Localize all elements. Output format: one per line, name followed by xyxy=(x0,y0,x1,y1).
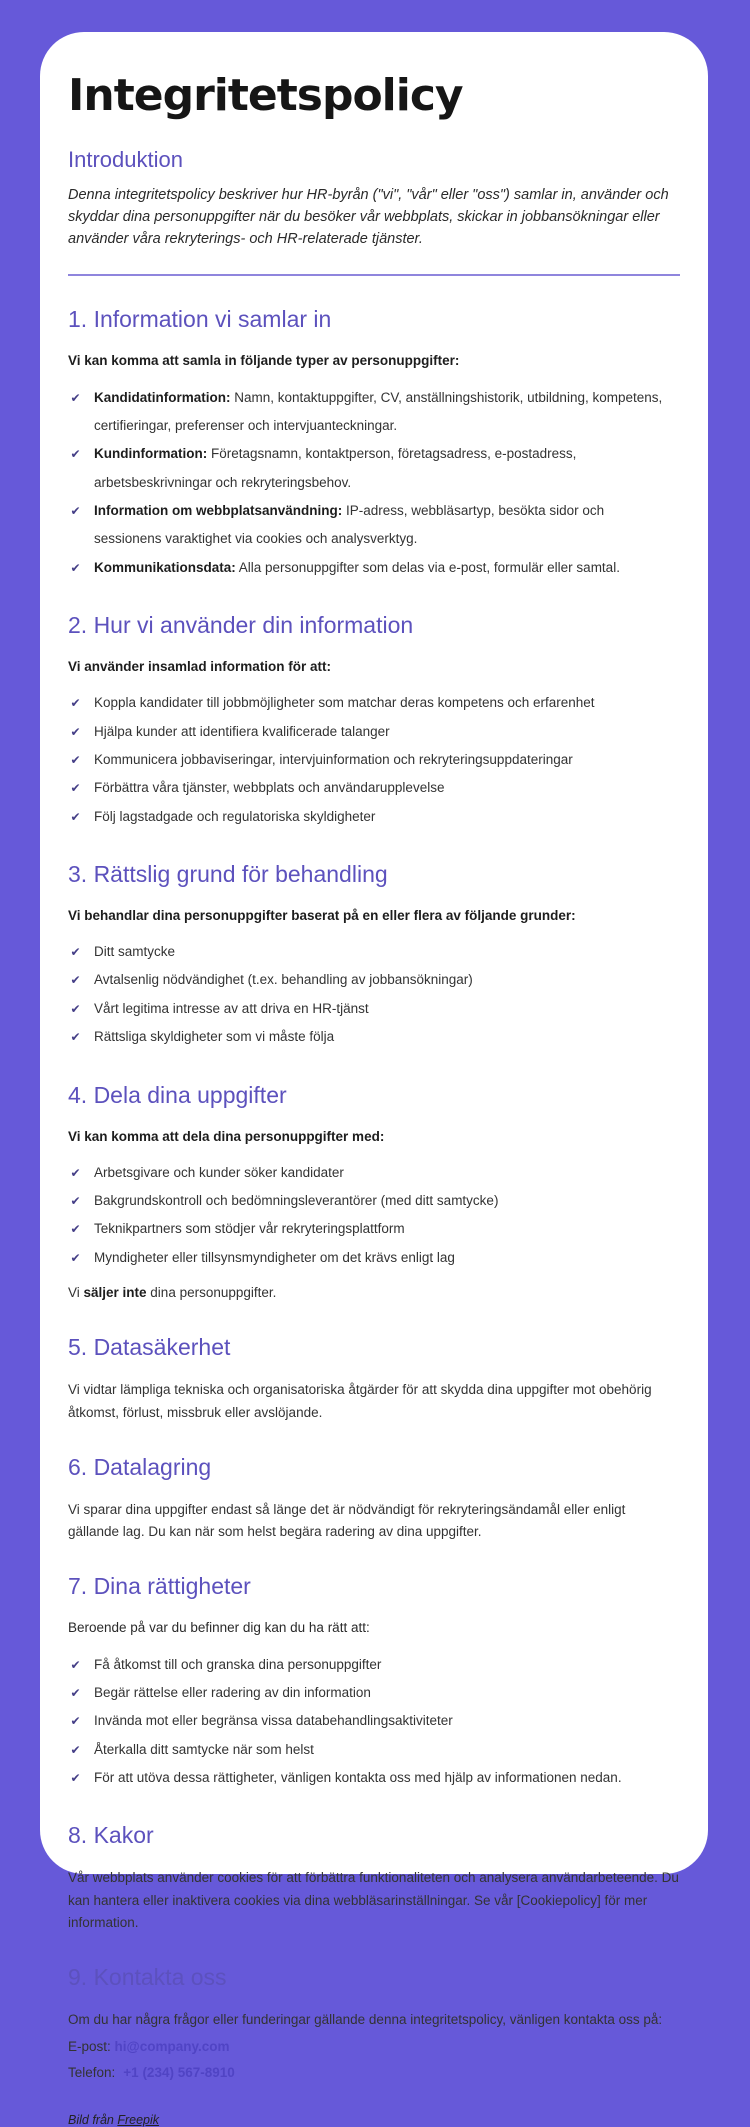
section-paragraph: Vi sparar dina uppgifter endast så länge det är nödvändigt för rekryteringsändamål eller enligt gällande lag. Du kan när som helst begära radering av dina uppgifter. xyxy=(68,1501,626,1540)
policy-section xyxy=(68,1573,680,1792)
list-item-text: Arbetsgivare och kunder söker kandidater xyxy=(94,1164,344,1180)
check-icon: ✔ xyxy=(70,1250,81,1265)
list-item-text: Förbättra våra tjänster, webbplats och användarupplevelse xyxy=(94,780,445,796)
list-item xyxy=(68,746,664,774)
list-item xyxy=(68,774,664,802)
check-icon: ✔ xyxy=(70,1222,81,1237)
divider xyxy=(68,274,680,276)
list-item xyxy=(68,1736,664,1764)
list-item-text: Ditt samtycke xyxy=(94,944,176,960)
check-icon: ✔ xyxy=(70,503,81,518)
phone-link[interactable]: +1 (234) 567-8910 xyxy=(123,2065,235,2081)
policy-section xyxy=(68,1822,680,1934)
list-item xyxy=(68,554,664,582)
section-heading: 6. Datalagring xyxy=(68,1453,212,1480)
policy-section xyxy=(68,861,680,1052)
list-item-text: Avtalsenlig nödvändighet (t.ex. behandling av jobbansökningar) xyxy=(94,972,473,988)
check-icon: ✔ xyxy=(70,390,81,405)
list-item xyxy=(68,1159,664,1187)
contact-email-line xyxy=(68,2037,680,2057)
list-item-text: Begär rättelse eller radering av din information xyxy=(94,1685,371,1701)
check-icon: ✔ xyxy=(70,1001,81,1016)
list-item xyxy=(68,995,664,1023)
credit-text: Bild från xyxy=(68,2112,118,2127)
check-icon: ✔ xyxy=(70,1194,81,1209)
section-lead: Vi kan komma att dela dina personuppgifter med: xyxy=(68,1128,385,1144)
check-icon: ✔ xyxy=(70,1657,81,1672)
list-item-text: Invända mot eller begränsa vissa databehandlingsaktiviteter xyxy=(94,1713,453,1729)
intro-heading: Introduktion xyxy=(68,147,183,172)
policy-section xyxy=(68,306,680,582)
section-heading: 5. Datasäkerhet xyxy=(68,1334,231,1361)
list-item xyxy=(68,1651,664,1679)
list-item-text: Teknikpartners som stödjer vår rekryteringsplattform xyxy=(94,1221,405,1237)
list-item xyxy=(68,938,664,966)
check-icon: ✔ xyxy=(70,696,81,711)
list-item xyxy=(68,1023,664,1051)
list-item xyxy=(68,1244,664,1272)
list-item-text: Få åtkomst till och granska dina personuppgifter xyxy=(94,1656,382,1672)
check-icon: ✔ xyxy=(70,1742,81,1757)
policy-card xyxy=(40,32,708,2127)
section-heading: 9. Kontakta oss xyxy=(68,1964,227,1991)
list-item xyxy=(68,1679,664,1707)
list-item xyxy=(68,718,664,746)
section-lead: Beroende på var du befinner dig kan du ha rätt att: xyxy=(68,1620,370,1636)
checklist xyxy=(68,384,680,582)
list-item xyxy=(68,1707,664,1735)
section-heading: 1. Information vi samlar in xyxy=(68,306,332,333)
list-item xyxy=(68,966,664,994)
page-title: Integritetspolicy xyxy=(68,70,463,121)
policy-section xyxy=(68,1964,680,2082)
checklist xyxy=(68,1651,680,1793)
section-paragraph: Om du har några frågor eller funderingar gällande denna integritetspolicy, vänligen kontakta oss på: xyxy=(68,2012,663,2028)
list-item-text: Kommunicera jobbaviseringar, intervjuinformation och rekryteringsuppdateringar xyxy=(94,751,573,767)
list-item-text: Hjälpa kunder att identifiera kvalificerade talanger xyxy=(94,723,390,739)
check-icon: ✔ xyxy=(70,1714,81,1729)
check-icon: ✔ xyxy=(70,945,81,960)
policy-section xyxy=(68,1082,680,1305)
section-heading: 7. Dina rättigheter xyxy=(68,1573,251,1600)
checklist xyxy=(68,689,680,831)
check-icon: ✔ xyxy=(70,1771,81,1786)
check-icon: ✔ xyxy=(70,973,81,988)
section-note: Vi säljer inte dina personuppgifter. xyxy=(68,1285,277,1301)
sections-container xyxy=(68,306,680,2082)
section-lead: Vi behandlar dina personuppgifter baserat på en eller flera av följande grunder: xyxy=(68,907,576,923)
policy-section xyxy=(68,612,680,831)
check-icon: ✔ xyxy=(70,1686,81,1701)
section-heading: 2. Hur vi använder din information xyxy=(68,611,414,638)
check-icon: ✔ xyxy=(70,724,81,739)
check-icon: ✔ xyxy=(70,752,81,767)
section-lead: Vi kan komma att samla in följande typer av personuppgifter: xyxy=(68,353,460,369)
freepik-link[interactable]: Freepik xyxy=(117,2112,160,2127)
intro-text: Denna integritetspolicy beskriver hur HR-byrån ("vi", "vår" eller "oss") samlar in, använder och skyddar dina personuppgifter när du besöker vår webbplats, skickar in jobbansökningar eller använder våra rekryterings- och HR-relaterade tjänster. xyxy=(68,187,669,247)
list-item xyxy=(68,689,664,717)
checklist xyxy=(68,938,680,1051)
list-item xyxy=(68,1764,664,1792)
list-item-text: Rättsliga skyldigheter som vi måste följa xyxy=(94,1029,335,1045)
section-heading: 4. Dela dina uppgifter xyxy=(68,1081,287,1108)
check-icon: ✔ xyxy=(70,560,81,575)
section-paragraph: Vi vidtar lämpliga tekniska och organisatoriska åtgärder för att skydda dina uppgifter mot obehörig åtkomst, förlust, missbruk eller avslöjande. xyxy=(68,1382,652,1420)
list-item-text: Myndigheter eller tillsynsmyndigheter om det krävs enligt lag xyxy=(94,1249,455,1265)
list-item-text: Vårt legitima intresse av att driva en HR-tjänst xyxy=(94,1000,369,1016)
list-item-text: Kommunikationsdata: Alla personuppgifter som delas via e-post, formulär eller samtal. xyxy=(94,559,620,575)
policy-section xyxy=(68,1454,680,1544)
email-label: E-post: xyxy=(68,2039,111,2055)
section-heading: 8. Kakor xyxy=(68,1822,154,1849)
contact-block xyxy=(68,2037,680,2082)
list-item-text: Koppla kandidater till jobbmöjligheter som matchar deras kompetens och erfarenhet xyxy=(94,695,595,711)
policy-section xyxy=(68,1334,680,1424)
email-link[interactable]: hi@company.com xyxy=(114,2039,230,2055)
list-item xyxy=(68,803,664,831)
list-item-text: Återkalla ditt samtycke när som helst xyxy=(94,1741,314,1757)
check-icon: ✔ xyxy=(70,781,81,796)
list-item xyxy=(68,1215,664,1243)
section-paragraph: Vår webbplats använder cookies för att förbättra funktionaliteten och analysera användarbeteende. Du kan hantera eller inaktivera cookies via dina webbläsarinställningar. Se vår [Cookiepolicy] för mer information. xyxy=(68,1870,679,1930)
image-credit xyxy=(68,2113,680,2127)
list-item-text: Kundinformation: Företagsnamn, kontaktperson, företagsadress, e-postadress, arbetsbeskrivningar och rekryteringsbehov. xyxy=(94,446,577,490)
list-item xyxy=(68,497,664,554)
phone-label: Telefon: xyxy=(68,2065,116,2081)
list-item xyxy=(68,384,664,441)
section-lead: Vi använder insamlad information för att: xyxy=(68,658,332,674)
check-icon: ✔ xyxy=(70,809,81,824)
list-item-text: Bakgrundskontroll och bedömningsleverantörer (med ditt samtycke) xyxy=(94,1193,499,1209)
check-icon: ✔ xyxy=(70,1030,81,1045)
list-item-text: Följ lagstadgade och regulatoriska skyldigheter xyxy=(94,808,376,824)
list-item xyxy=(68,440,664,497)
list-item-text: Kandidatinformation: Namn, kontaktuppgifter, CV, anställningshistorik, utbildning, kompetens, certifieringar, preferenser och intervjuanteckningar. xyxy=(94,389,663,433)
list-item-text: Information om webbplatsanvändning: IP-adress, webbläsartyp, besökta sidor och sessionens varaktighet via cookies och analysverktyg. xyxy=(94,502,605,547)
check-icon: ✔ xyxy=(70,447,81,462)
checklist xyxy=(68,1159,680,1272)
section-heading: 3. Rättslig grund för behandling xyxy=(68,860,388,887)
list-item-text: För att utöva dessa rättigheter, vänligen kontakta oss med hjälp av informationen nedan. xyxy=(94,1770,622,1786)
list-item xyxy=(68,1187,664,1215)
contact-phone-line xyxy=(68,2063,680,2083)
check-icon: ✔ xyxy=(70,1165,81,1180)
